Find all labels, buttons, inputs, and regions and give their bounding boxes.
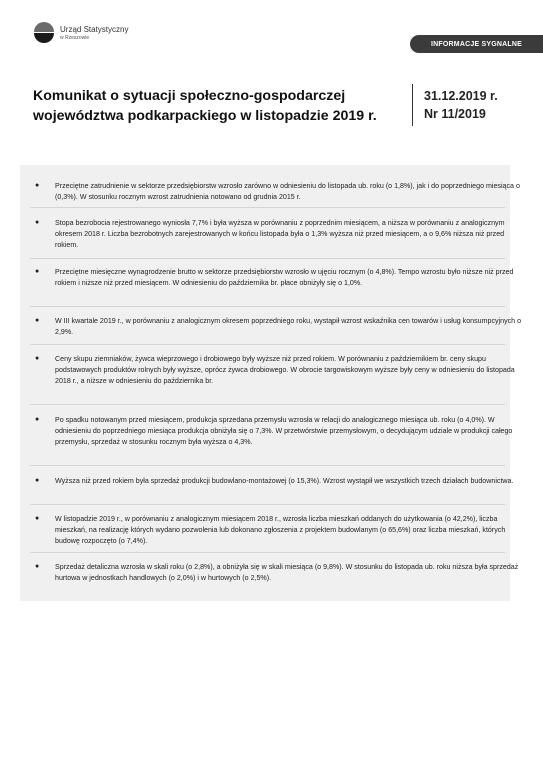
bullet-text: Stopa bezrobocia rejestrowanego wyniosła 7,7% i była wyższa w porównaniu z poprzednim miesiącem, a niższa w porównaniu z analogicznym okresem 2018 r. Liczba bezrobotnych zarejestrowanych w końcu listopada była o 1,3% wyższa niż przed miesiącem, a o 9,6% niższa niż przed rokiem. bbox=[55, 219, 505, 249]
bullet-text: Przeciętne zatrudnienie w sektorze przedsiębiorstw wzrosło zarówno w odniesieniu do listopada ub. roku (o 1,8%), jak i do poprzedniego miesiąca o (0,3%). W stosunku rocznym wzrost zatrudnienia notowano od grudnia 2015 r. bbox=[55, 182, 520, 201]
bullet-text: Wyższa niż przed rokiem była sprzedaż produkcji budowlano-montażowej (o 15,3%). Wzrost wystąpił we wszystkich trzech działach budownictwa. bbox=[55, 477, 514, 485]
bullet-item bbox=[35, 476, 525, 487]
bullet-item bbox=[35, 354, 525, 386]
bullet-icon: ● bbox=[35, 317, 40, 324]
logo bbox=[34, 22, 128, 44]
bullet-separator bbox=[30, 552, 505, 553]
bullet-icon: ● bbox=[35, 416, 40, 423]
bullet-icon: ● bbox=[35, 515, 40, 522]
document-title: Komunikat o sytuacji społeczno-gospodarczej województwa podkarpackiego w listopadzie 2019 r. bbox=[33, 88, 377, 124]
header-badge: INFORMACJE SYGNALNE bbox=[410, 35, 543, 53]
bullet-text: W listopadzie 2019 r., w porównaniu z analogicznym miesiącem 2018 r., wzrosła liczba mieszkań oddanych do użytkowania (o 42,2%), liczba mieszkań, na realizację których wydano pozwolenia lub dokonano zgłoszenia z projektem budowlanym (o 65,6%) oraz liczba mieszkań, których budowę rozpoczęto (o 7,4%). bbox=[55, 515, 506, 545]
bullet-item bbox=[35, 218, 525, 250]
document-meta bbox=[424, 87, 498, 123]
bullet-text: Ceny skupu ziemniaków, żywca wieprzowego i drobiowego były wyższe niż przed rokiem. W porównaniu z październikiem br. ceny skupu podstawowych produktów rolnych były wyższe, oprócz żywca drobiowego. W obrocie targowiskowym wyższe były ceny w odniesieniu do listopada 2018 r., a niższe w odniesieniu do października br. bbox=[55, 355, 515, 385]
bullet-icon: ● bbox=[35, 268, 40, 275]
bullet-item bbox=[35, 514, 525, 546]
bullet-item bbox=[35, 562, 525, 584]
document-number: Nr 11/2019 bbox=[424, 107, 486, 121]
bullet-icon: ● bbox=[35, 182, 40, 189]
title-divider bbox=[412, 84, 413, 126]
bullet-item bbox=[35, 267, 525, 289]
bullet-separator bbox=[30, 306, 505, 307]
bullet-separator bbox=[30, 404, 505, 405]
bullet-item bbox=[35, 316, 525, 338]
bullet-separator bbox=[30, 504, 505, 505]
bullet-separator bbox=[30, 344, 505, 345]
bullet-item bbox=[35, 181, 525, 203]
bullet-text: Sprzedaż detaliczna wzrosła w skali roku (o 2,8%), a obniżyła się w skali miesiąca (o 9,8%). W stosunku do listopada ub. roku niższa była sprzedaż hurtowa w jednostkach handlowych (o 2,0%) i w hurtowych (o 2,5%). bbox=[55, 563, 519, 582]
bullet-text: W III kwartale 2019 r., w porównaniu z analogicznym okresem poprzedniego roku, wystąpił wzrost wskaźnika cen towarów i usług konsumpcyjnych o 2,9%. bbox=[55, 317, 522, 336]
logo-line2: w Rzeszowie bbox=[60, 34, 90, 41]
document-date: 31.12.2019 r. bbox=[424, 89, 498, 103]
bullet-icon: ● bbox=[35, 355, 40, 362]
bullet-text: Po spadku notowanym przed miesiącem, produkcja sprzedana przemysłu wzrosła w relacji do analogicznego miesiąca ub. roku (o 4,0%). W odniesieniu do poprzedniego miesiąca produkcja obniżyła się o 7,3%. W przetwórstwie przemysłowym, o decydującym udziale w produkcji całego przemysłu, sprzedaż w stosunku rocznym była wyższa o 4,3%. bbox=[55, 416, 513, 446]
bullet-icon: ● bbox=[35, 563, 40, 570]
logo-text bbox=[60, 26, 128, 41]
bullet-text: Przeciętne miesięczne wynagrodzenie brutto w sektorze przedsiębiorstw wzrosło w ujęciu rocznym (o 4,8%). Tempo wzrostu było niższe niż przed rokiem i niższe niż przed miesiącem. W odniesieniu do października br. płace obniżyły się o 1,0%. bbox=[55, 268, 514, 287]
logo-line1: Urząd Statystyczny bbox=[60, 24, 129, 34]
bullet-icon: ● bbox=[35, 219, 40, 226]
bullet-item bbox=[35, 415, 525, 447]
logo-mark-icon bbox=[34, 22, 54, 44]
bullet-separator bbox=[30, 258, 505, 259]
bullet-separator bbox=[30, 465, 505, 466]
bullet-separator bbox=[30, 207, 505, 208]
bullet-icon: ● bbox=[35, 477, 40, 484]
